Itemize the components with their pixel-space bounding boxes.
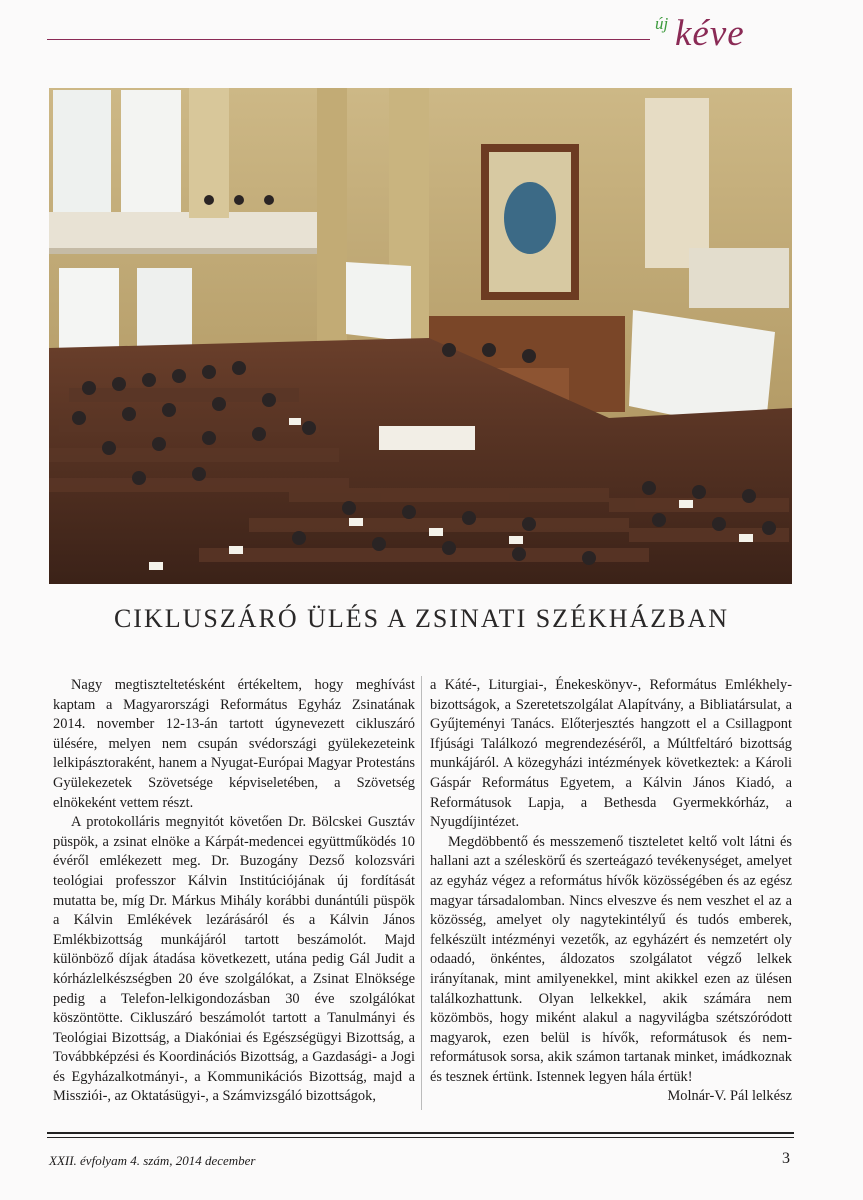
page-number: 3 [782,1150,790,1167]
synod-hall-photo [49,88,792,584]
paragraph: a Káté-, Liturgiai-, Énekeskönyv-, Református Emlékhely-bizottságok, a Szeretetszolgálat Alapítvány, a Bibliatársulat, a Gyűjteményi Tanács. Előterjesztés hangzott el a Csillagpont Ifjúsági Találkozó megrendezéséről, a Múltfeltáró bizottság munkájáról. A közegyházi intézmények következtek: a Károli Gáspár Református Egyetem, a Kálvin János Kiadó, a Reformátusok Lapja, a Bethesda Gyermekkórház, a Nyugdíjintézet. [430,677,792,831]
article-title: CIKLUSZÁRÓ ÜLÉS A ZSINATI SZÉKHÁZBAN [113,604,730,633]
author-signature: Molnár-V. Pál lelkész [667,1088,792,1105]
footer-rule [47,1132,794,1134]
issue-info: XXII. évfolyam 4. szám, 2014 december [49,1153,256,1168]
article-column-right [430,676,792,1107]
paragraph: A protokolláris megnyitót követően Dr. Bölcskei Gusztáv püspök, a zsinat elnöke a Kárpát-medencei együttműködés 10 évéről emlékezett meg. Dr. Buzogány Dezső kolozsvári teológiai professzor Kálvin Institúciójának új fordítását mutatta be, míg Dr. Márkus Mihály korábbi dunántúli püspök a Kálvin Emlékévek lezárásáról és a Kálvin János Emlékbizottság munkájáról tartott beszámolót. Majd különböző díjak átadása következett, utána pedig Gál Judit a kórházlelkészségben 20 éve szolgálókat, a Zsinat Elnöksége pedig a Telefon-lelkigondozásban 30 éve szolgálókat köszöntötte. Cikluszáró beszámolót tartott a Tanulmányi és Teológiai Bizottság, a Diakóniai és Egészségügyi Bizottság, a Továbbképzési és Koordinációs Bizottság, a Gazdasági- a Jogi és Egyházalkotmányi-, a Kommunikációs Bizottság, majd a Missziói-, az Oktatásügyi-, a Számvizsgáló bizottságok, [53,814,415,1105]
magazine-logo [655,6,795,56]
paragraph: Nagy megtiszteltetésként értékeltem, hogy meghívást kaptam a Magyarországi Református Egyház Zsinatának 2014. november 12-13-án tartott úgynevezett cikluszáró ülésére, melyen nem csupán svédországi gyülekezeteink lelkipásztoraként, hanem a Nyugat-Európai Magyar Protestáns Gyülekezetek Szövetsége képviseletében, a Szövetség elnökeként vettem részt. [53,677,415,811]
column-divider [421,676,422,1110]
header-rule [47,39,650,40]
footer-rule [47,1137,794,1138]
logo-text: kéve [675,13,745,54]
paragraph: Megdöbbentő és messzemenő tiszteletet keltő volt látni és hallani azt a széleskörű és szerteágazó tevékenységet, amelyet az egyház végez a református hívők közösségében és az egész magyar társadalomban. Nincs elveszve és nem veszhet el az a közösség, amelyet oly nagytekintélyű és tudós emberek, felkészült intézményi vezetők, az egyházért és nemzetért oly odaadó, önkéntes, áldozatos szolgálatot végző lelkek irányítanak, mint amilyenekkel, mint akikkel ezen az ülésen találkozhattunk. Olyan lelkekkel, akik számára nem közömbös, hogy miként alakul a nagyvilágba szétszóródott magyarok, ezen belül is hívők, reformátusok és nem-reformátusok sorsa, akik számon tartanak minket, imádkoznak és tesznek értünk. Istennek legyen hála értük! [430,833,792,1085]
article-column-left [53,676,415,1107]
logo-prefix: új [655,14,669,33]
article-photo [49,88,792,584]
